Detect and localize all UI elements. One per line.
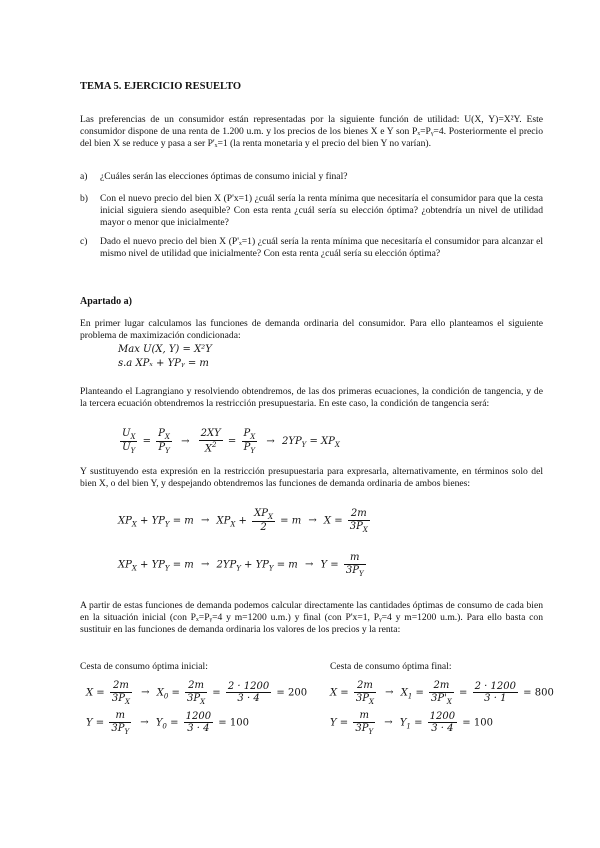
page-title: TEMA 5. EJERCICIO RESUELTO bbox=[80, 81, 242, 92]
question-text: Con el nuevo precio del bien X (P'x=1) ¿cuál sería la renta mínima que necesitaría el consumidor para que la cesta inicial siguiera siendo asequible? Con esta renta ¿cuál sería su elección óptima? ¿obtendría un nivel de utilidad mayor o menor que inicialmente? bbox=[100, 193, 543, 228]
equation-constraint: s.a XPₓ + YPᵧ = m bbox=[118, 358, 209, 369]
final-y-result: 100 bbox=[473, 717, 493, 729]
equation-demand-x: $XP_X + YP_Y = m \to XP_X$ + $\frac{XP_X}{2}$ = m → X = $\frac{2m}{3P_X}$ bbox=[118, 508, 368, 534]
final-x-result: 800 bbox=[534, 687, 554, 699]
paragraph-4: A partir de estas funciones de demanda podemos calcular directamente las cantidades óptimas de consumo de cada bien en la situación inicial (con Pₓ=Pᵧ=4 y m=1200 u.m.) y final (con P'x=1, Pᵧ=4 y m=1200 u.m.). Para ello basta con sustituir en las funciones de demanda ordinaria los valores de los precios y la renta: bbox=[80, 600, 543, 635]
initial-y-calc: Y = $\frac{m}{3P_Y}$ → $Y_0$ = $\frac{1200}{3 \cdot 4}$ = 100 bbox=[86, 710, 249, 736]
paragraph-3: Y sustituyendo esta expresión en la restricción presupuestaria para expresarla, alternativamente, en términos solo del bien X, o del bien Y, y despejando obtendremos las funciones de demanda ordinaria de ambos bienes: bbox=[80, 466, 543, 489]
final-y-calc: Y = $\frac{m}{3P_Y}$ → $Y_1$ = $\frac{1200}{3 \cdot 4}$ = 100 bbox=[330, 710, 493, 736]
final-x-calc: X = $\frac{2m}{3P_X}$ → $X_1$ = $\frac{2m}{3P'_X}$ = $\frac{2 \cdot 1200}{3 \cdot 1}$ = 800 bbox=[330, 680, 554, 706]
initial-y-result: 100 bbox=[229, 717, 249, 729]
section-heading: Apartado a) bbox=[80, 296, 132, 307]
paragraph-2: Planteando el Lagrangiano y resolviendo obtendremos, de las dos primeras ecuaciones, la condición de tangencia, y de la tercera ecuación obtendremos la restricción presupuestaria. En este caso, la condición de tangencia será: bbox=[80, 386, 543, 409]
final-basket-heading: Cesta de consumo óptima final: bbox=[330, 661, 452, 672]
question-label: a) bbox=[80, 171, 88, 182]
question-c bbox=[80, 236, 543, 260]
equation-demand-y: $XP_X + YP_Y = m \to 2YP_Y + YP_Y = m \to Y$ = $\frac{m}{3P_Y}$ bbox=[118, 552, 364, 578]
initial-x-calc: X = $\frac{2m}{3P_X}$ → $X_0$ = $\frac{2m}{3P_X}$ = $\frac{2 \cdot 1200}{3 \cdot 4}$ = 200 bbox=[86, 680, 308, 706]
intro-paragraph: Las preferencias de un consumidor están representadas por la siguiente función de utilidad: U(X, Y)=X²Y. Este consumidor dispone de una renta de 1.200 u.m. y los precios de los bienes X e Y son Pₓ=Pᵧ=4. Posteriormente el precio del bien X se reduce y pasa a ser P'ₓ=1 (la renta monetaria y el precio del bien Y no varían). bbox=[80, 114, 543, 149]
initial-x-result: 200 bbox=[287, 687, 308, 699]
equation-tangency: $\frac{U_X}{U_Y}$ = $\frac{P_X}{P_Y}$ → $\frac{2XY}{X^2}$ = $\frac{P_X}{P_Y}$ → $2YP_Y = XP_X$ bbox=[122, 428, 340, 456]
question-a bbox=[80, 171, 543, 183]
initial-basket-heading: Cesta de consumo óptima inicial: bbox=[80, 661, 208, 672]
paragraph-1: En primer lugar calculamos las funciones de demanda ordinaria del consumidor. Para ello planteamos el siguiente problema de maximización condicionada: bbox=[80, 318, 543, 341]
question-b bbox=[80, 193, 543, 229]
question-label: b) bbox=[80, 193, 88, 204]
equation-max: Max U(X, Y) = X²Y bbox=[118, 344, 212, 355]
question-text: Dado el nuevo precio del bien X (P'ₓ=1) ¿cuál sería la renta mínima que necesitaría el consumidor para alcanzar el mismo nivel de utilidad que inicialmente? Con esta renta ¿cuál sería su elección óptima? bbox=[100, 236, 543, 259]
question-text: ¿Cuáles serán las elecciones óptimas de consumo inicial y final? bbox=[100, 171, 348, 182]
question-label: c) bbox=[80, 236, 88, 247]
